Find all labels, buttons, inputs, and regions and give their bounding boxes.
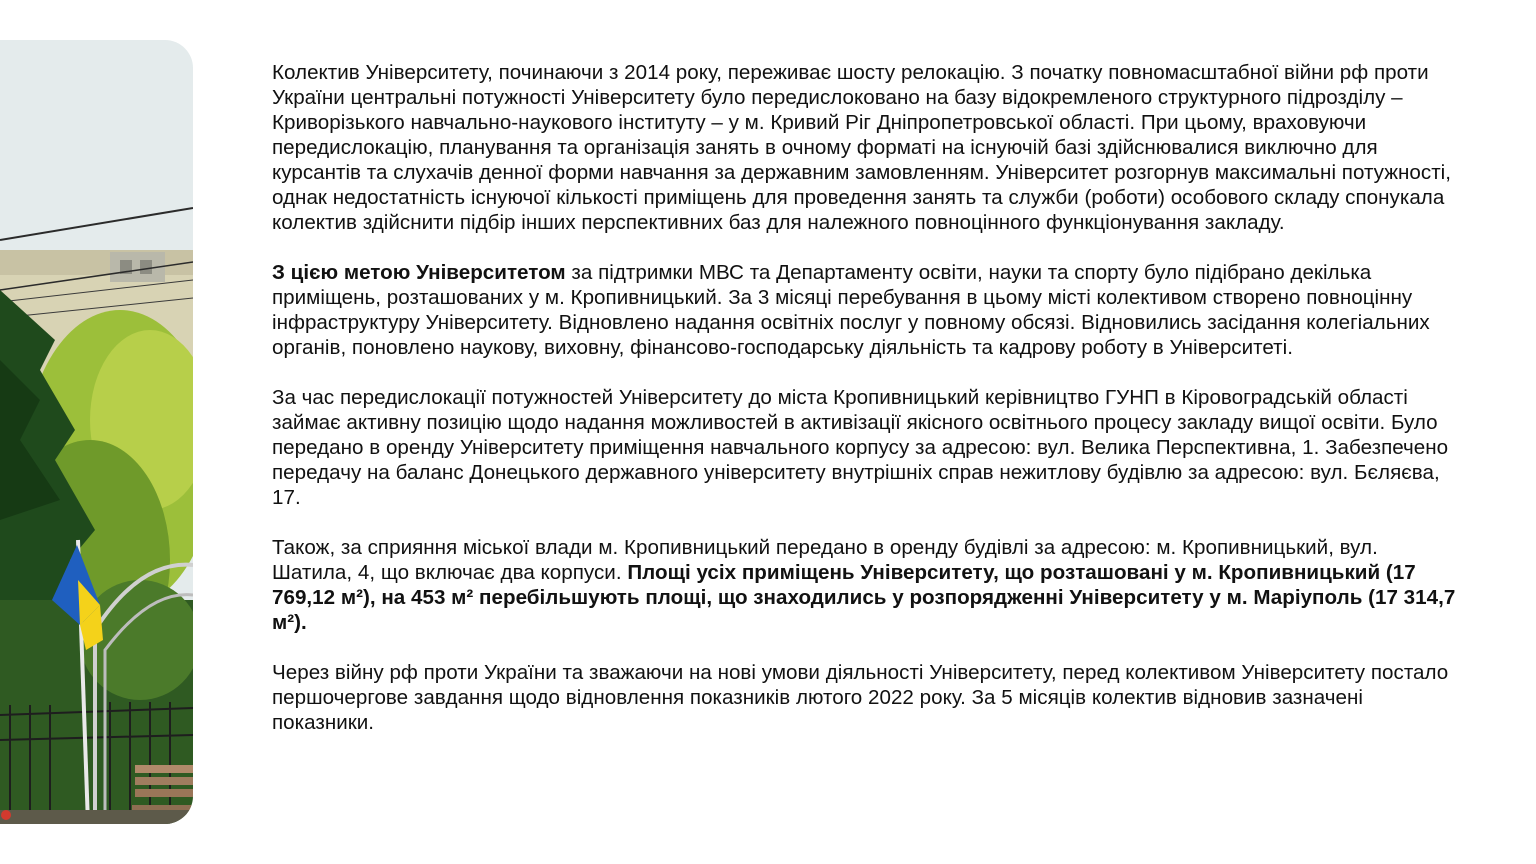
paragraph-relocation (272, 60, 1462, 235)
paragraph-police-support (272, 385, 1462, 510)
paragraph-text: за підтримки МВС та Департаменту освіти, науки та спорту було підібрано декілька приміщень, розташованих у м. Кропивницький. За 3 місяці перебування в цьому місті колективом створено повноцінну інфраструктуру Університету. Відновлено надання освітніх послуг у повному обсязі. Відновились засідання колегіальних органів, поновлено наукову, виховну, фінансово-господарську діяльність та кадрову роботу в Університеті. (272, 261, 1430, 359)
campus-photo (0, 40, 193, 824)
paragraph-recovery (272, 660, 1462, 735)
paragraph-bold-lead: З цією метою Університетом (272, 261, 566, 284)
paragraph-city-support (272, 535, 1462, 635)
paragraph-text: Через війну рф проти України та зважаючи на нові умови діяльності Університету, перед колективом Університету постало першочергове завдання щодо відновлення показників лютого 2022 року. За 5 місяців колектив відновив зазначені показники. (272, 661, 1449, 734)
paragraph-bold-tail: Площі усіх приміщень Університету, що розташовані у м. Кропивницький (17 769,12 м²), на 453 м² перебільшують площі, що знаходились у розпорядженні Університету у м. Маріуполь (17 314,7 м²). (272, 561, 1456, 634)
paragraph-kropyvnytskyi-premises (272, 260, 1462, 360)
paragraph-text: Колектив Університету, починаючи з 2014 року, переживає шосту релокацію. З початку повномасштабної війни рф проти України центральні потужності Університету було передислоковано на базу відокремленого структурного підрозділу – Криворізького навчально-наукового інституту – у м. Кривий Ріг Дніпропетровської області. При цьому, враховуючи передислокацію, планування та організація занять в очному форматі на існуючій базі здійснювалися виключно для курсантів та слухачів денної форми навчання за державним замовленням. Університет розгорнув максимальні потужності, однак недостатність існуючої кількості приміщень для проведення занять та служби (роботи) особового складу спонукала колектив здійснити підбір інших перспективних баз для належного повноцінного функціонування закладу. (272, 61, 1451, 234)
paragraph-text: Також, за сприяння міської влади м. Кропивницький передано в оренду будівлі за адресою: м. Кропивницький, вул. Шатила, 4, що включає два корпуси. (272, 536, 1378, 584)
article-text (272, 60, 1462, 760)
paragraph-text: За час передислокації потужностей Університету до міста Кропивницький керівництво ГУНП в Кіровоградській області займає активну позицію щодо надання можливостей в активізації якісного освітнього процесу закладу вищої освіти. Було передано в оренду Університету приміщення навчального корпусу за адресою: вул. Велика Перспективна, 1. Забезпечено передачу на баланс Донецького державного університету внутрішніх справ нежитлову будівлю за адресою: вул. Бєляєва, 17. (272, 386, 1449, 509)
